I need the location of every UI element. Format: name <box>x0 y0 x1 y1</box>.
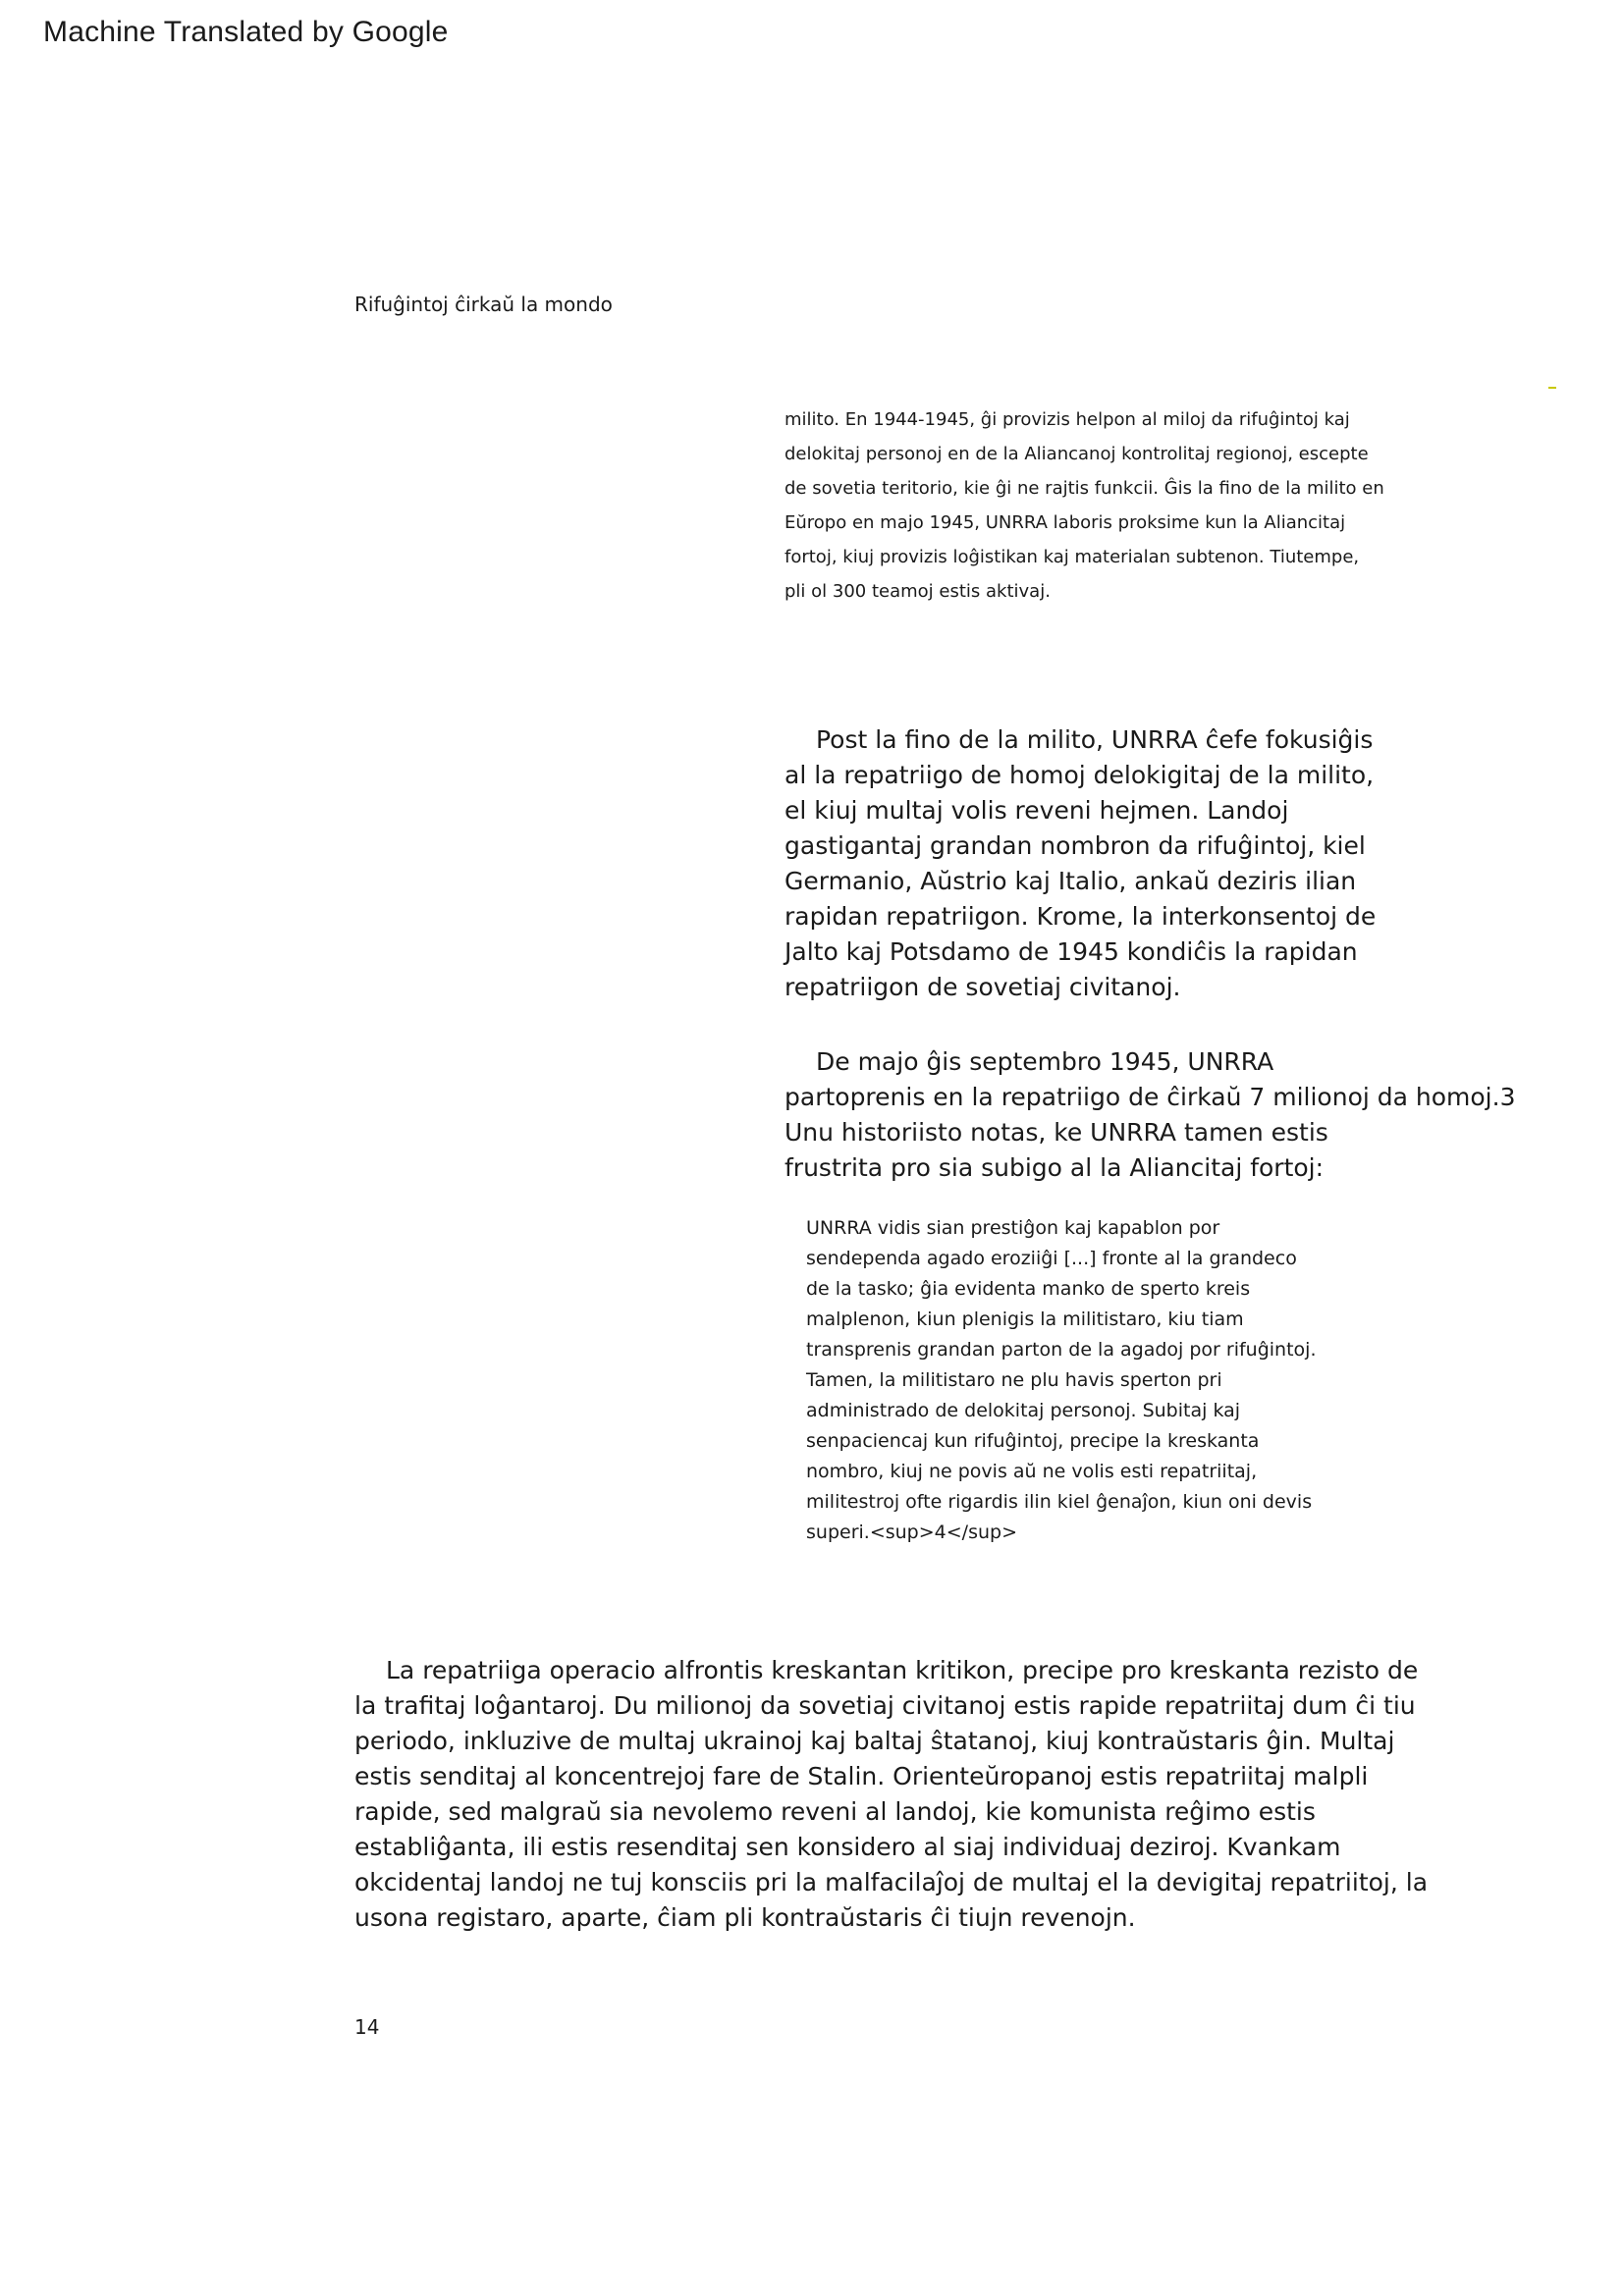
text-line: la trafitaj loĝantaroj. Du milionoj da sovetiaj civitanoj estis rapide repatriitaj dum ĉi tiu <box>354 1691 1416 1720</box>
quote-line: malplenon, kiun plenigis la militistaro, kiu tiam <box>806 1308 1244 1330</box>
text-line: al la repatriigo de homoj delokigitaj de la milito, <box>784 761 1375 789</box>
text-line: estis senditaj al koncentrejoj fare de Stalin. Orienteŭropanoj estis repatriitaj malpli <box>354 1762 1369 1790</box>
page-number: 14 <box>354 2015 380 2039</box>
text-line: Post la fino de la milito, UNRRA ĉefe fokusiĝis <box>816 725 1374 754</box>
body-paragraph-3 <box>354 1653 1429 1936</box>
quote-line: militestroj ofte rigardis ilin kiel ĝenaĵon, kiun oni devis <box>806 1491 1313 1513</box>
text-line: delokitaj personoj en de la Aliancanoj kontrolitaj regionoj, escepte <box>784 444 1369 464</box>
text-line: pli ol 300 teamoj estis aktivaj. <box>784 581 1051 602</box>
text-line: rapidan repatriigon. Krome, la interkonsentoj de <box>784 902 1377 931</box>
body-paragraph-2 <box>784 1044 1516 1186</box>
quote-line: senpaciencaj kun rifuĝintoj, precipe la kreskanta <box>806 1430 1260 1452</box>
text-line: Unu historiisto notas, ke UNRRA tamen estis <box>784 1118 1328 1147</box>
quote-line: Tamen, la militistaro ne plu havis sperton pri <box>806 1369 1222 1391</box>
running-head: Rifuĝintoj ĉirkaŭ la mondo <box>354 293 613 316</box>
machine-translation-banner: Machine Translated by Google <box>43 16 449 48</box>
corner-mark <box>1548 387 1556 389</box>
text-line: Jalto kaj Potsdamo de 1945 kondiĉis la rapidan <box>784 937 1358 966</box>
block-quote <box>806 1213 1356 1548</box>
text-line: La repatriiga operacio alfrontis kreskantan kritikon, precipe pro kreskanta rezisto de <box>386 1656 1419 1684</box>
text-line: Eŭropo en majo 1945, UNRRA laboris proksime kun la Aliancitaj <box>784 512 1346 533</box>
quote-line: administrado de delokitaj personoj. Subitaj kaj <box>806 1400 1241 1421</box>
text-line: De majo ĝis septembro 1945, UNRRA <box>816 1047 1274 1076</box>
text-line: establiĝanta, ili estis resenditaj sen konsidero al siaj individuaj deziroj. Kvankam <box>354 1833 1341 1861</box>
quote-line: sendependa agado eroziiĝi [...] fronte al la grandeco <box>806 1248 1297 1269</box>
text-line: milito. En 1944-1945, ĝi provizis helpon al miloj da rifuĝintoj kaj <box>784 409 1350 430</box>
text-line: repatriigon de sovetiaj civitanoj. <box>784 973 1181 1001</box>
text-line: okcidentaj landoj ne tuj konsciis pri la malfacilaĵoj de multaj el la devigitaj repatriitoj, la <box>354 1868 1429 1896</box>
quote-line: nombro, kiuj ne povis aŭ ne volis esti repatriitaj, <box>806 1461 1258 1482</box>
intro-paragraph <box>784 402 1393 609</box>
text-line: periodo, inkluzive de multaj ukrainoj kaj baltaj ŝtatanoj, kiuj kontraŭstaris ĝin. Multaj <box>354 1727 1395 1755</box>
quote-line: superi.<sup>4</sup> <box>806 1522 1017 1543</box>
text-line: usona registaro, aparte, ĉiam pli kontraŭstaris ĉi tiujn revenojn. <box>354 1903 1136 1932</box>
text-line: rapide, sed malgraŭ sia nevolemo reveni al landoj, kie komunista reĝimo estis <box>354 1797 1316 1826</box>
text-line: Germanio, Aŭstrio kaj Italio, ankaŭ deziris ilian <box>784 867 1357 895</box>
text-line: frustrita pro sia subigo al la Aliancitaj fortoj: <box>784 1153 1325 1182</box>
text-line: gastigantaj grandan nombron da rifuĝintoj, kiel <box>784 831 1366 860</box>
text-line: de sovetia teritorio, kie ĝi ne rajtis funkcii. Ĝis la fino de la milito en <box>784 478 1384 499</box>
quote-line: de la tasko; ĝia evidenta manko de sperto kreis <box>806 1278 1251 1300</box>
body-paragraph-1 <box>784 722 1511 1005</box>
quote-line: transprenis grandan parton de la agadoj por rifuĝintoj. <box>806 1339 1317 1361</box>
text-line: fortoj, kiuj provizis loĝistikan kaj materialan subtenon. Tiutempe, <box>784 547 1360 567</box>
text-line: partoprenis en la repatriigo de ĉirkaŭ 7 milionoj da homoj.3 <box>784 1083 1516 1111</box>
quote-line: UNRRA vidis sian prestiĝon kaj kapablon por <box>806 1217 1220 1239</box>
text-line: el kiuj multaj volis reveni hejmen. Landoj <box>784 796 1289 825</box>
